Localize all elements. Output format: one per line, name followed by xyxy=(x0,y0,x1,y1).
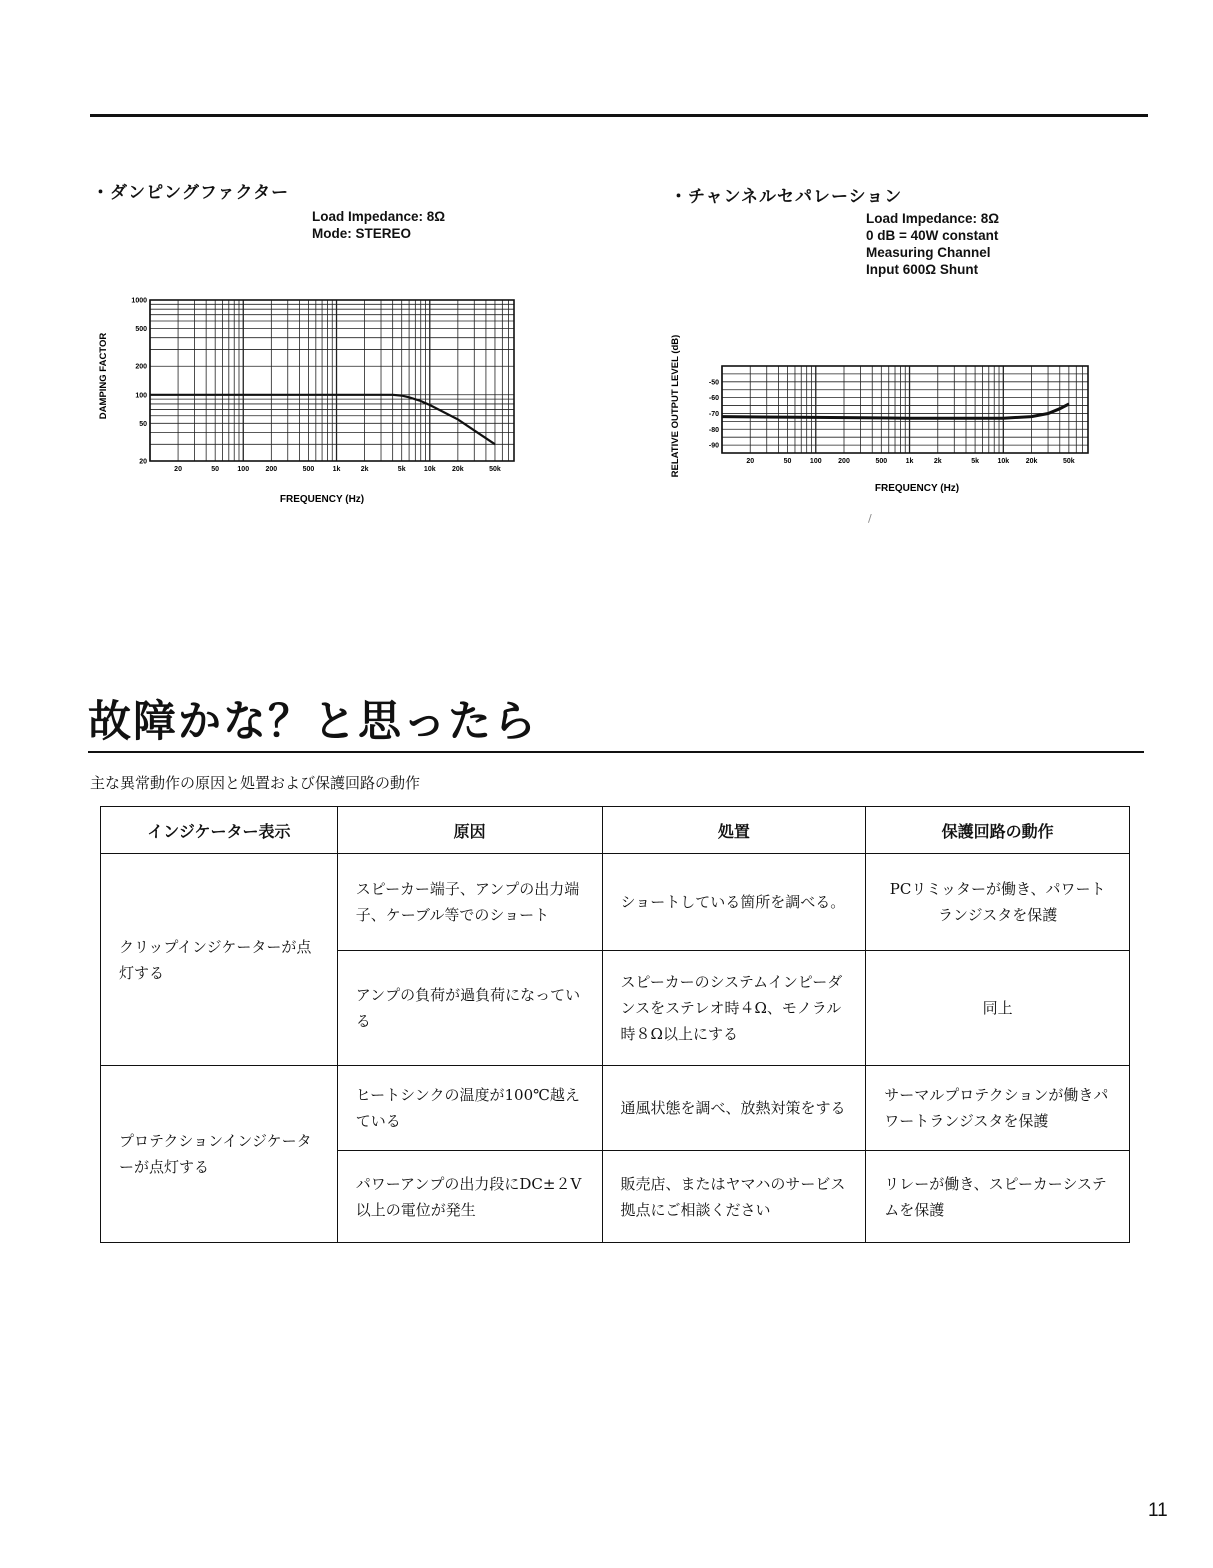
x-tick-label: 50 xyxy=(783,458,792,465)
x-tick-label: 500 xyxy=(875,458,888,465)
x-tick-label: 500 xyxy=(302,466,315,473)
top-rule xyxy=(90,114,1148,117)
y-tick-label: -70 xyxy=(708,410,719,418)
page-number: 11 xyxy=(1148,1500,1168,1521)
x-tick-label: 2k xyxy=(360,466,369,473)
x-tick-label: 5k xyxy=(397,466,406,473)
x-tick-label: 1k xyxy=(332,466,341,473)
series-line xyxy=(722,404,1069,418)
y-tick-label: 100 xyxy=(135,392,147,400)
series-line xyxy=(150,395,495,445)
section-heading: 故障かな？と思ったら xyxy=(88,697,538,747)
damping-factor-notes xyxy=(312,208,445,242)
column-header: 処置 xyxy=(602,807,866,854)
section-subtitle: 主な異常動作の原因と処置および保護回路の動作 xyxy=(90,774,421,792)
protection-cell: 同上 xyxy=(866,951,1130,1066)
y-tick-label: -80 xyxy=(708,426,719,434)
cause-cell: スピーカー端子、アンプの出力端子、ケーブル等でのショート xyxy=(337,854,602,951)
action-cell: 通風状態を調べ、放熱対策をする xyxy=(602,1066,866,1151)
x-tick-label: 10k xyxy=(423,466,436,473)
x-tick-label: 200 xyxy=(265,466,278,473)
separation-note-line: Measuring Channel xyxy=(866,245,991,260)
table-header-row xyxy=(101,807,1130,854)
indicator-cell: クリップインジケーターが点灯する xyxy=(101,854,338,1066)
x-tick-label: 10k xyxy=(997,458,1010,465)
column-header: 原因 xyxy=(337,807,602,854)
column-header: インジケーター表示 xyxy=(101,807,338,854)
y-tick-label: -50 xyxy=(708,379,719,387)
y-tick-label: -60 xyxy=(708,395,719,403)
damping-factor-chart xyxy=(92,290,532,510)
y-tick-label: 1000 xyxy=(131,297,147,305)
x-tick-label: 20k xyxy=(1025,458,1038,465)
x-tick-label: 2k xyxy=(933,458,942,465)
y-axis-title: RELATIVE OUTPUT LEVEL (dB) xyxy=(670,334,681,478)
separation-note-line: Input 600Ω Shunt xyxy=(866,262,979,277)
separation-note-line: Load Impedance: 8Ω xyxy=(866,211,1000,226)
troubleshooting-table xyxy=(100,806,1130,1243)
stray-mark: / xyxy=(868,512,872,525)
cause-cell: アンプの負荷が過負荷になっている xyxy=(337,951,602,1066)
damping-note-line: Load Impedance: 8Ω xyxy=(312,209,446,224)
protection-cell: サーマルプロテクションが働きパワートランジスタを保護 xyxy=(866,1066,1130,1151)
action-cell: 販売店、またはヤマハのサービス拠点にご相談ください xyxy=(602,1151,866,1243)
channel-separation-title: ・チャンネルセパレーション xyxy=(670,187,903,207)
x-tick-label: 50k xyxy=(1063,458,1075,465)
x-tick-label: 50k xyxy=(489,466,501,473)
table-row xyxy=(101,854,1130,951)
protection-cell: リレーが働き、スピーカーシステムを保護 xyxy=(866,1151,1130,1243)
cause-cell: パワーアンプの出力段にDC±２V以上の電位が発生 xyxy=(337,1151,602,1243)
y-tick-label: 50 xyxy=(139,420,147,428)
y-axis-title: DAMPING FACTOR xyxy=(98,332,109,420)
y-tick-label: 500 xyxy=(135,326,147,334)
cause-cell: ヒートシンクの温度が100℃越えている xyxy=(337,1066,602,1151)
separation-note-line: 0 dB = 40W constant xyxy=(866,228,999,243)
x-axis-title: FREQUENCY (Hz) xyxy=(874,483,960,494)
column-header: 保護回路の動作 xyxy=(866,807,1130,854)
x-tick-label: 1k xyxy=(905,458,914,465)
y-tick-label: 200 xyxy=(135,363,147,371)
action-cell: スピーカーのシステムインピーダンスをステレオ時４Ω、モノラル時８Ω以上にする xyxy=(602,951,866,1066)
channel-separation-notes xyxy=(866,210,999,278)
x-tick-label: 20 xyxy=(174,466,182,473)
x-axis-title: FREQUENCY (Hz) xyxy=(279,494,365,505)
indicator-cell: プロテクションインジケーターが点灯する xyxy=(101,1066,338,1243)
y-tick-label: -90 xyxy=(708,442,719,450)
heading-rule xyxy=(88,751,1144,753)
damping-note-line: Mode: STEREO xyxy=(312,226,412,241)
y-tick-label: 20 xyxy=(139,458,147,466)
protection-cell: PCリミッターが働き、パワートランジスタを保護 xyxy=(866,854,1130,951)
x-tick-label: 100 xyxy=(237,466,250,473)
x-tick-label: 20k xyxy=(452,466,464,473)
action-cell: ショートしている箇所を調べる。 xyxy=(602,854,866,951)
x-tick-label: 50 xyxy=(211,466,220,473)
x-tick-label: 20 xyxy=(746,458,755,465)
channel-separation-chart xyxy=(664,320,1104,500)
damping-factor-title: ・ダンピングファクター xyxy=(92,183,290,203)
table-row xyxy=(101,1066,1130,1151)
x-tick-label: 5k xyxy=(971,458,979,465)
x-tick-label: 100 xyxy=(809,458,822,465)
x-tick-label: 200 xyxy=(838,458,850,465)
